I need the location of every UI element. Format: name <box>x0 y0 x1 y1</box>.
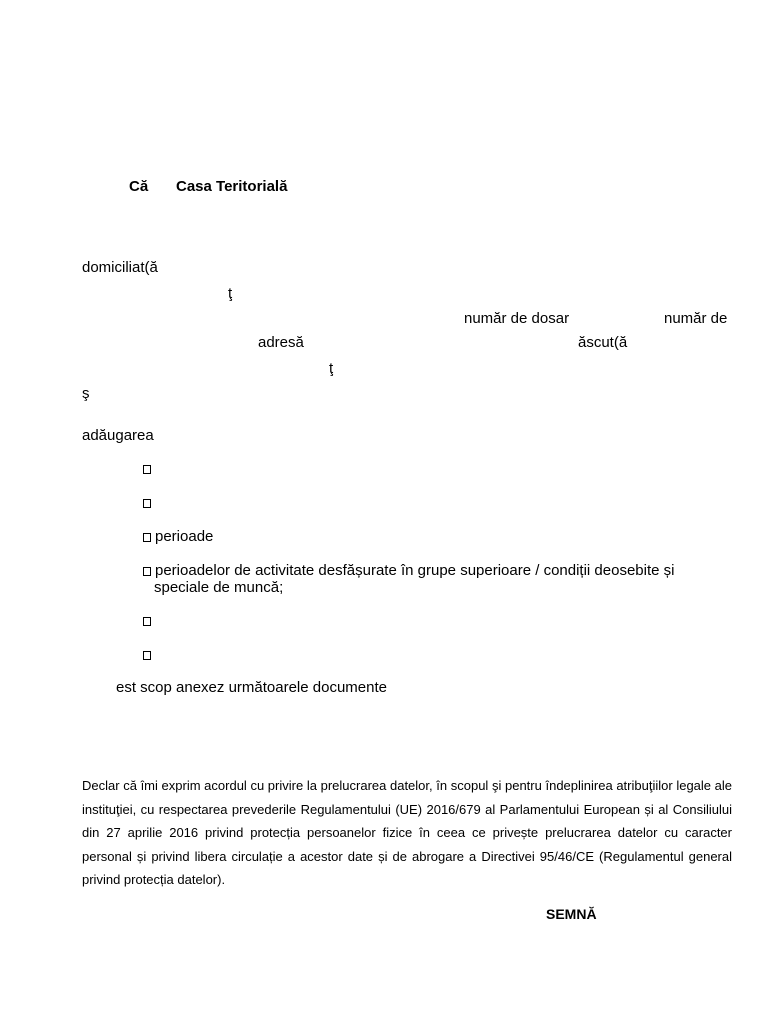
checkbox-icon[interactable] <box>143 533 151 542</box>
option-4-continuation: speciale de muncă; <box>154 579 284 596</box>
checkbox-icon[interactable] <box>143 499 151 508</box>
option-4[interactable] <box>143 562 675 579</box>
option-5[interactable] <box>143 612 155 629</box>
signature-label: SEMNĂ <box>546 906 597 922</box>
numar-dosar-label: număr de dosar <box>464 310 570 327</box>
option-3[interactable] <box>143 528 213 545</box>
s-mark: ş <box>82 385 90 402</box>
declaration-paragraph: Declar că îmi exprim acordul cu privire la prelucrarea datelor, în scopul şi pentru îndeplinirea atribuţiilor legale ale instituţiei, cu respectarea prevederile Regulamentului (UE) 2016/679 al Parlamentului European și al Consiliului din 27 aprilie 2016 privind protecția persoanelor fizice în ceea ce privește prelucrarea datelor cu caracter personal și privind libera circulație a acestor date și de abrogare a Directivei 95/46/CE (Regulamentul general privind protecția datelor). <box>82 778 732 887</box>
checkbox-icon[interactable] <box>143 617 151 626</box>
option-2[interactable] <box>143 494 155 511</box>
option-label: perioade <box>155 528 214 545</box>
option-1[interactable] <box>143 460 155 477</box>
nascut-label: ăscut(ă <box>578 334 628 351</box>
adaugarea-label: adăugarea <box>82 427 154 444</box>
t-mark-2: ţ <box>329 360 334 377</box>
adresa-label: adresă <box>258 334 304 351</box>
numar-de-label: număr de <box>664 310 728 327</box>
checkbox-icon[interactable] <box>143 567 151 576</box>
checkbox-icon[interactable] <box>143 651 151 660</box>
annex-text: est scop anexez următoarele documente <box>116 679 387 696</box>
header-casa-teritoriala: Casa Teritorială <box>176 178 288 195</box>
domiciliat-label: domiciliat(ă <box>82 259 158 276</box>
option-label: perioadelor de activitate desfășurate în grupe superioare / condiții deosebite și <box>155 562 675 579</box>
checkbox-icon[interactable] <box>143 465 151 474</box>
option-6[interactable] <box>143 646 155 663</box>
t-mark-1: ţ <box>228 285 233 302</box>
header-ca: Că <box>129 178 149 195</box>
